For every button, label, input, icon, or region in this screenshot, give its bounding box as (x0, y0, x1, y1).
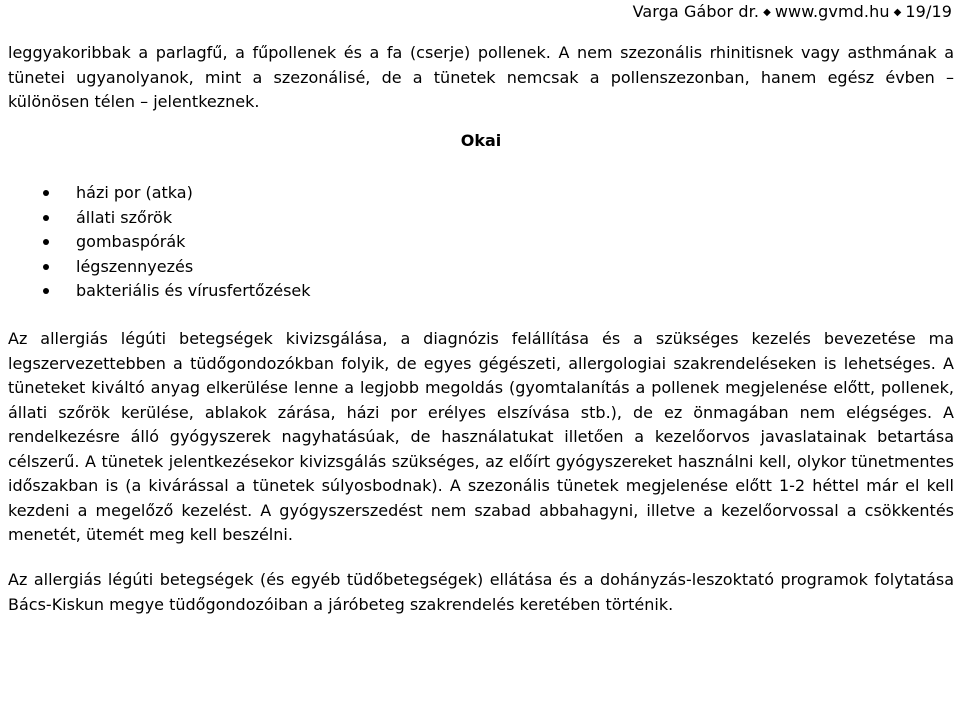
list-item-text: bakteriális és vírusfertőzések (76, 281, 311, 300)
list-item (8, 181, 311, 206)
page-header (633, 2, 952, 21)
list-item-text: állati szőrök (76, 207, 173, 227)
list-item-text: légszennyezés (76, 256, 194, 276)
causes-list (8, 181, 311, 304)
diamond-separator-icon: ◆ (893, 7, 902, 18)
bullet-icon (43, 239, 49, 245)
bullet-icon (43, 264, 49, 270)
list-item-text: gombaspórák (76, 232, 186, 251)
section-heading-text: Okai (460, 131, 502, 150)
page-number: 19/19 (905, 2, 952, 21)
list-item (8, 230, 311, 255)
intro-paragraph: leggyakoribbak a parlagfű, a fűpollenek és a fa (cserje) pollenek. A nem szezonális rhinitisnek vagy asthmának a tünetei ugyanolyanok, mint a szezonálisé, de a tünetek nemcsak a pollenszezonban, hanem egész évben – különösen télen – jelentkeznek. (8, 43, 954, 111)
diamond-separator-icon: ◆ (763, 7, 771, 18)
diagnosis-paragraph: Az allergiás légúti betegségek kivizsgálása, a diagnózis felállítása és a szükséges kezelés bevezetése ma legszervezettebben a tüdőgondozókban folyik, de egyes gégészeti, allergologiai szakrendeléseken is lehetséges. A tüneteket kiváltó anyag elkerülése lenne a legjobb megoldás (gyomtalanítás a pollenek megjelenése előtt, pollenek, állati szőrök kerülése, ablakok zárása, házi por erélyes elszívása stb.), de ez önmagában nem elégséges. A rendelkezésre álló gyógyszerek nagyhatásúak, de használatukat illetően a kezelőorvos javaslatainak betartása célszerű. A tünetek jelentkezésekor kivizsgálás szükséges, az előírt gyógyszereket használni kell, olykor tünetmentes időszakban is (a kivárással a tünetek súlyosbodnak). A szezonális tünetek megjelenése előtt 1-2 héttel már el kell kezdeni a megelőző kezelést. A gyógyszerszedést nem szabad abbahagyni, illetve a kezelőorvossal a csökkentés menetét, ütemét meg kell beszélni. (8, 329, 954, 544)
bullet-icon (43, 190, 49, 196)
section-heading (0, 131, 960, 150)
list-item (8, 206, 311, 231)
list-item (8, 279, 311, 304)
bullet-icon (43, 215, 49, 221)
closing-paragraph: Az allergiás légúti betegségek (és egyéb tüdőbetegségek) ellátása és a dohányzás-leszoktató programok folytatása Bács-Kiskun megye tüdőgondozóiban a járóbeteg szakrendelés keretében történik. (8, 570, 954, 614)
list-item-text: házi por (atka) (76, 183, 193, 202)
list-item (8, 255, 311, 280)
author-name: Varga Gábor dr. (632, 2, 760, 21)
website-link[interactable]: www.gvmd.hu (774, 2, 890, 21)
bullet-icon (43, 288, 49, 294)
